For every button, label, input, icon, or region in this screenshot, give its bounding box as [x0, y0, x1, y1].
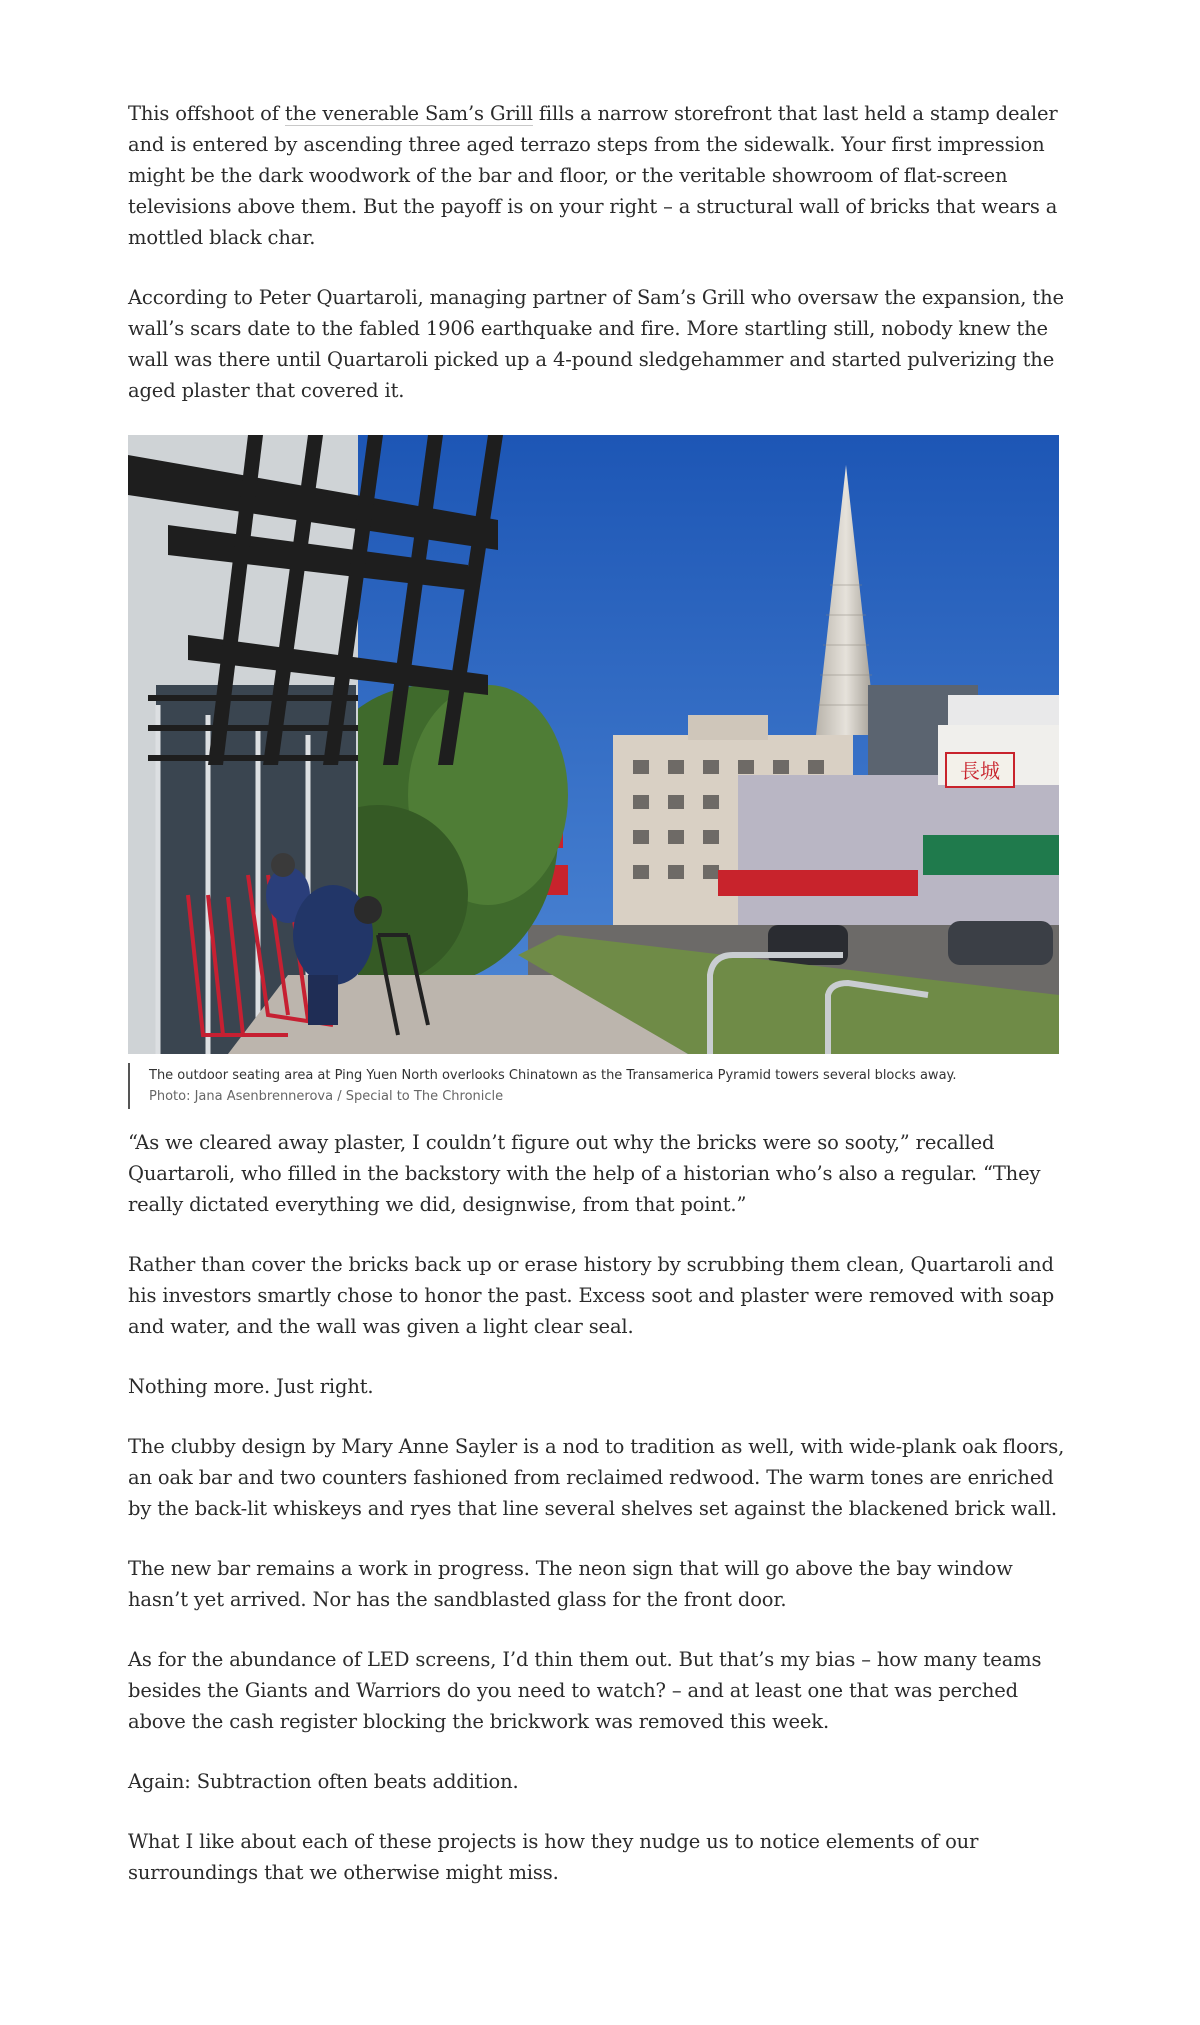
paragraph-10: What I like about each of these projects is how they nudge us to notice elements of our surroundings that we otherwise might miss.: [128, 1830, 979, 1884]
photo-caption: [128, 1063, 1059, 1109]
article-photo-figure: [128, 435, 1059, 1109]
photo-credit: Photo: Jana Asenbrennerova / Special to The Chronicle: [149, 1089, 504, 1104]
red-shop-awning: [718, 870, 918, 896]
caption-text: The outdoor seating area at Ping Yuen North overlooks Chinatown as the Transamerica Pyramid towers several blocks away.: [149, 1068, 957, 1083]
paragraph-5: Nothing more. Just right.: [128, 1375, 374, 1398]
article-body: [128, 98, 1068, 1917]
paragraph-1-lead: This offshoot of: [128, 102, 285, 125]
paragraph-9: Again: Subtraction often beats addition.: [128, 1770, 519, 1793]
paragraph-1-rest: fills a narrow storefront that last held a stamp dealer and is entered by ascending three aged terrazo steps from the sidewalk. Your first impression might be the dark woodwork of the bar and floor, or the veritable showroom of flat-screen televisions above them. But the payoff is on your right – a structural wall of bricks that wears a mottled black char.: [128, 102, 1058, 249]
chinatown-photo: [128, 435, 1059, 1054]
paragraph-8: As for the abundance of LED screens, I’d thin them out. But that’s my bias – how many teams besides the Giants and Warriors do you need to watch? – and at least one that was perched above the cash register blocking the brickwork was removed this week.: [128, 1648, 1042, 1733]
green-shop-sign: [923, 835, 1059, 875]
paragraph-3: “As we cleared away plaster, I couldn’t figure out why the bricks were so sooty,” recalled Quartaroli, who filled in the backstory with the help of a historian who’s also a regular. “They really dictated everything we did, designwise, from that point.”: [128, 1131, 1041, 1216]
car: [768, 925, 848, 965]
sign-changcheng-text: 長城: [960, 759, 1000, 783]
paragraph-7: The new bar remains a work in progress. The neon sign that will go above the bay window hasn’t yet arrived. Nor has the sandblasted glass for the front door.: [128, 1557, 1013, 1611]
paragraph-4: Rather than cover the bricks back up or erase history by scrubbing them clean, Quartaroli and his investors smartly chose to honor the past. Excess soot and plaster were removed with soap and water, and the wall was given a light clear seal.: [128, 1253, 1055, 1338]
sams-grill-link[interactable]: the venerable Sam’s Grill: [284, 102, 533, 125]
paragraph-6: The clubby design by Mary Anne Sayler is a nod to tradition as well, with wide-plank oak floors, an oak bar and two counters fashioned from reclaimed redwood. The warm tones are enriched by the back-lit whiskeys and ryes that line several shelves set against the blackened brick wall.: [128, 1435, 1065, 1520]
paragraph-1: [128, 98, 1068, 253]
paragraph-2: According to Peter Quartaroli, managing partner of Sam’s Grill who oversaw the expansion, the wall’s scars date to the fabled 1906 earthquake and fire. More startling still, nobody knew the wall was there until Quartaroli picked up a 4-pound sledgehammer and started pulverizing the aged plaster that covered it.: [128, 286, 1064, 402]
